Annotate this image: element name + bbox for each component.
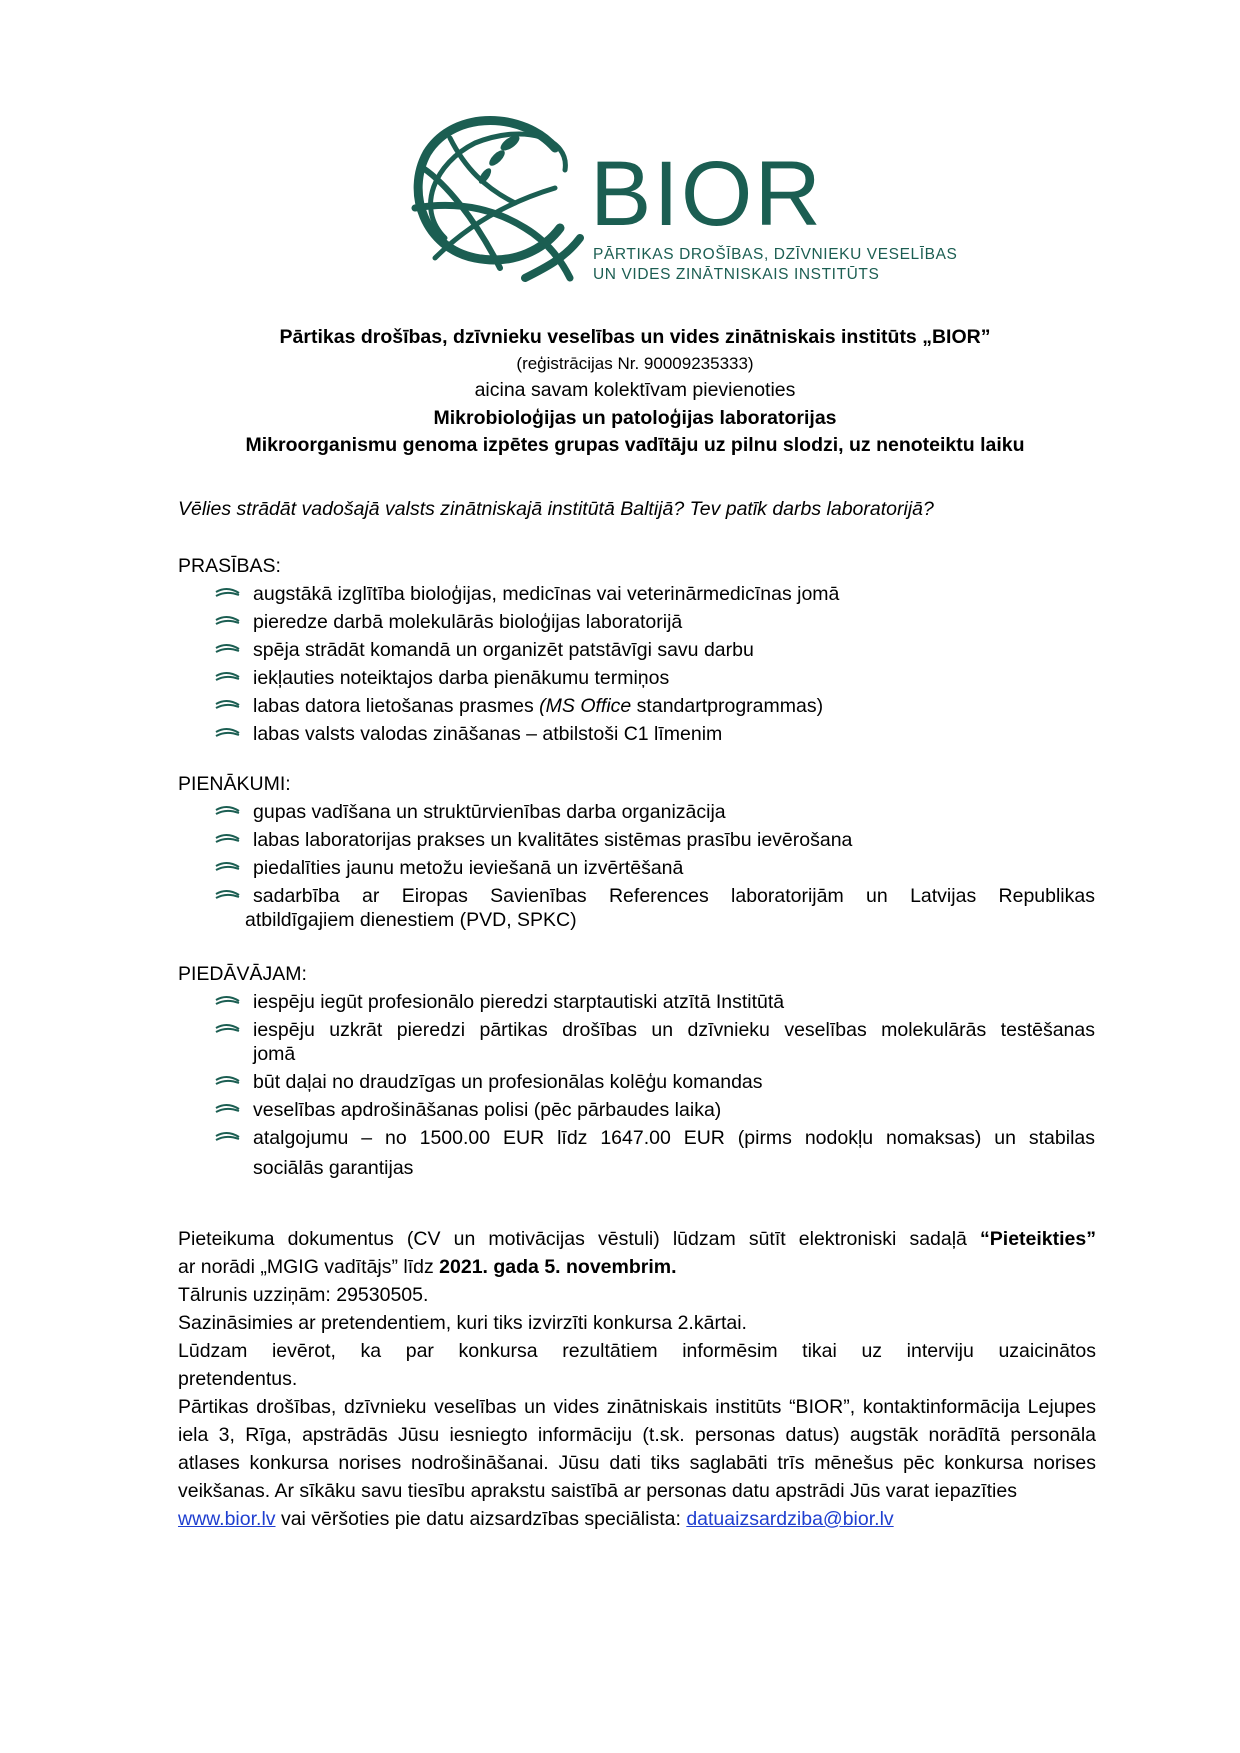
offer-text: iespēju iegūt profesionālo pieredzi starptautiski atzītā Institūtā [253, 991, 785, 1013]
duty-text: gupas vadīšana un struktūrvienības darba organizācija [253, 801, 726, 823]
list-item [215, 638, 1095, 662]
list-item [215, 1018, 1095, 1066]
offer-text-cont: jomā [253, 1043, 296, 1065]
offer-text: būt daļai no draudzīgas un profesionālas kolēģu komandas [253, 1071, 763, 1093]
position-title: Mikroorganismu genoma izpētes grupas vadītāju uz pilnu slodzi, uz nenoteiktu laiku [245, 434, 1025, 456]
logo-wordmark: BIOR [590, 143, 823, 245]
apply-text: ar norādi „MGIG vadītājs” līdz [178, 1256, 440, 1278]
bullet-arrow-icon [215, 615, 241, 629]
duty-text: labas laboratorijas prakses un kvalitātes sistēmas prasību ievērošana [253, 829, 853, 851]
bullet-arrow-icon [215, 1103, 241, 1117]
apply-paragraph-2 [178, 1253, 1096, 1281]
duties-title: PIENĀKUMI: [178, 773, 291, 795]
requirement-text: augstākā izglītība bioloģijas, medicīnas vai veterinārmedicīnas jomā [253, 583, 840, 605]
bullet-arrow-icon [215, 861, 241, 875]
laboratory-name: Mikrobioloģijas un patoloģijas laboratorijas [433, 407, 837, 429]
bullet-arrow-icon [215, 643, 241, 657]
offer-text-cont: sociālās garantijas [253, 1157, 414, 1179]
requirement-text: iekļauties noteiktajos darba pienākumu termiņos [253, 667, 670, 689]
list-item [215, 694, 1095, 718]
offers-title: PIEDĀVĀJAM: [178, 963, 307, 985]
offers-list [215, 990, 1095, 1184]
requirement-text: pieredze darbā molekulārās bioloģijas laboratorijā [253, 611, 683, 633]
apply-paragraph-1 [178, 1225, 1096, 1253]
privacy-text: Pārtikas drošības, dzīvnieku veselības un vides zinātniskais institūts “BIOR”, kontaktinformācija Lejupes iela 3, Rīga, apstrādās Jūsu iesniegto informāciju (t.sk. personas datus) augstāk norādītā personāla atlases konkursa norises nodrošināšanai. Jūsu dati tiks saglabāti trīs mēnešus pēc konkursa norises veikšanas. Ar sīkāku savu tiesību aprakstu saistībā ar personas datu apstrādi Jūs varat iepazīties [178, 1396, 1096, 1502]
bullet-arrow-icon [215, 727, 241, 741]
bullet-arrow-icon [215, 805, 241, 819]
bullet-arrow-icon [215, 587, 241, 601]
list-item [215, 610, 1095, 634]
bullet-arrow-icon [215, 1023, 241, 1037]
privacy-text-mid: vai vēršoties pie datu aizsardzības speciālista: [275, 1508, 687, 1530]
bior-logo [405, 108, 958, 288]
list-item [215, 1126, 1095, 1180]
apply-link-label: “Pieteikties” [980, 1228, 1096, 1250]
duties-list [215, 800, 1095, 936]
logo-subtitle-line1: PĀRTIKAS DROŠĪBAS, DZĪVNIEKU VESELĪBAS [593, 246, 958, 263]
duty-text: piedalīties jaunu metožu ieviešanā un izvērtēšanā [253, 857, 684, 879]
bullet-arrow-icon [215, 889, 241, 903]
requirements-list [215, 582, 1095, 750]
requirement-text: labas datora lietošanas prasmes [253, 695, 540, 717]
deadline: 2021. gada 5. novembrim. [439, 1256, 677, 1278]
apply-text: Pieteikuma dokumentus (CV un motivācijas vēstuli) lūdzam sūtīt elektroniski sadaļā [178, 1228, 981, 1250]
list-item [215, 666, 1095, 690]
requirement-text: spēja strādāt komandā un organizēt patstāvīgi savu darbu [253, 639, 754, 661]
note-line-1: Lūdzam ievērot, ka par konkursa rezultātiem informēsim tikai uz interviju uzaicinātos [178, 1340, 1096, 1362]
list-item [215, 856, 1095, 880]
duty-text-cont: atbildīgajiem dienestiem (PVD, SPKC) [245, 909, 577, 931]
bullet-arrow-icon [215, 699, 241, 713]
note-line-2: pretendentus. [178, 1368, 298, 1390]
application-info [178, 1225, 1096, 1533]
bullet-arrow-icon [215, 1131, 241, 1145]
list-item [215, 1070, 1095, 1094]
bior-website-link[interactable]: www.bior.lv [178, 1508, 276, 1530]
bullet-arrow-icon [215, 671, 241, 685]
intro-question: Vēlies strādāt vadošajā valsts zinātniskajā institūtā Baltijā? Tev patīk darbs laboratorijā? [178, 498, 934, 520]
bullet-arrow-icon [215, 1075, 241, 1089]
requirements-title: PRASĪBAS: [178, 555, 281, 577]
invite-line: aicina savam kolektīvam pievienoties [474, 379, 796, 401]
registration-number: (reģistrācijas Nr. 90009235333) [516, 354, 754, 373]
phone-line: Tālrunis uzziņām: 29530505. [178, 1284, 429, 1306]
org-name: Pārtikas drošības, dzīvnieku veselības un vides zinātniskais institūts „BIOR” [279, 326, 991, 348]
list-item [215, 884, 1095, 932]
list-item [215, 1098, 1095, 1122]
requirement-text: labas valsts valodas zināšanas – atbilstoši C1 līmenim [253, 723, 723, 745]
contact-line: Sazināsimies ar pretendentiem, kuri tiks izvirzīti konkursa 2.kārtai. [178, 1312, 747, 1334]
bullet-arrow-icon [215, 833, 241, 847]
requirement-text-em: (MS Office [539, 695, 632, 717]
list-item [215, 722, 1095, 746]
globe-leaf-icon [405, 108, 595, 288]
bullet-arrow-icon [215, 995, 241, 1009]
requirement-text: standartprogrammas) [631, 695, 824, 717]
list-item [215, 582, 1095, 606]
offer-text: atalgojumu – no 1500.00 EUR līdz 1647.00 EUR (pirms nodokļu nomaksas) un stabilas [253, 1127, 1095, 1149]
offer-text: iespēju uzkrāt pieredzi pārtikas drošības un dzīvnieku veselības molekulārās testēšanas [253, 1019, 1095, 1041]
duty-text: sadarbība ar Eiropas Savienības References laboratorijām un Latvijas Republikas [253, 885, 1095, 907]
privacy-paragraph [178, 1393, 1096, 1533]
list-item [215, 828, 1095, 852]
data-protection-email-link[interactable]: datuaizsardziba@bior.lv [686, 1508, 894, 1530]
logo-subtitle-line2: UN VIDES ZINĀTNISKAIS INSTITŪTS [593, 266, 880, 283]
offer-text: veselības apdrošināšanas polisi (pēc pārbaudes laika) [253, 1099, 722, 1121]
list-item [215, 800, 1095, 824]
list-item [215, 990, 1095, 1014]
